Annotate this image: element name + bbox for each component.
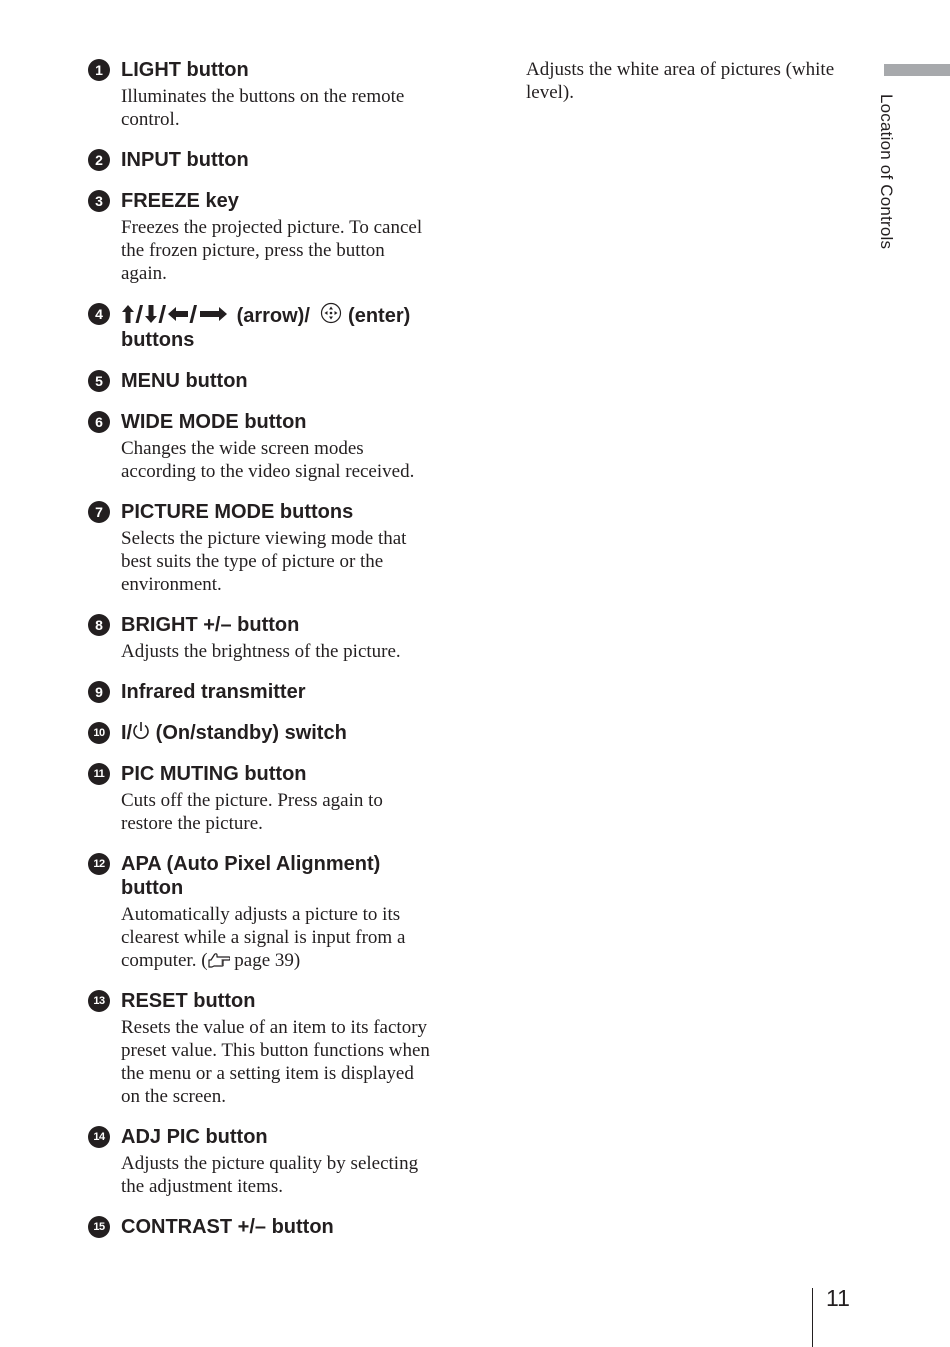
item-heading	[88, 613, 453, 637]
desc-line: again.	[121, 263, 167, 284]
item-number-badge: 13	[88, 990, 110, 1012]
item-menu	[88, 369, 453, 393]
desc-line: Automatically adjusts a picture to its	[121, 904, 401, 925]
item-title-line2: buttons	[121, 329, 195, 351]
item-number-badge: 4	[88, 303, 110, 325]
item-title: PIC MUTING button	[121, 763, 307, 785]
item-title: INPUT button	[121, 149, 249, 171]
item-title: LIGHT button	[121, 59, 249, 81]
item-description	[88, 903, 453, 972]
item-heading	[88, 369, 453, 393]
item-title-prefix: I/	[121, 722, 133, 744]
item-adj-pic	[88, 1125, 453, 1198]
item-title-enter: (enter)	[348, 305, 411, 327]
section-tab-bar	[884, 64, 950, 76]
desc-line: preset value. This button functions when	[121, 1040, 430, 1061]
standby-power-icon	[132, 721, 150, 741]
item-heading	[88, 989, 453, 1013]
item-number-badge: 6	[88, 411, 110, 433]
item-description	[88, 1152, 453, 1198]
desc-text: computer. (	[121, 950, 208, 971]
desc-line	[121, 949, 453, 972]
item-heading	[88, 721, 453, 745]
item-freeze	[88, 189, 453, 285]
item-title: FREEZE key	[121, 190, 239, 212]
item-heading	[88, 1125, 453, 1149]
desc-line: the frozen picture, press the button	[121, 240, 385, 261]
item-description	[88, 789, 453, 835]
item-bright	[88, 613, 453, 663]
up-down-left-right-arrows-icon	[121, 304, 231, 324]
item-number-badge: 15	[88, 1216, 110, 1238]
item-title: (arrow)/	[236, 305, 310, 327]
item-heading	[88, 500, 453, 524]
desc-line: according to the video signal received.	[121, 461, 415, 482]
page-number: 11	[826, 1285, 850, 1311]
item-number-badge: 1	[88, 59, 110, 81]
item-title: WIDE MODE button	[121, 411, 307, 433]
item-number-badge: 5	[88, 370, 110, 392]
item-heading	[88, 148, 453, 172]
item-contrast	[88, 1215, 453, 1239]
item-title-line2: button	[121, 877, 184, 899]
item-description	[88, 216, 453, 285]
item-heading	[88, 410, 453, 434]
item-heading	[88, 852, 453, 900]
item-description	[88, 1016, 453, 1108]
desc-line: Selects the picture viewing mode that	[121, 528, 407, 549]
item-title: Infrared transmitter	[121, 681, 306, 703]
desc-line: Freezes the projected picture. To cancel	[121, 217, 423, 238]
item-number-badge: 9	[88, 681, 110, 703]
item-infrared	[88, 680, 453, 704]
item-heading	[88, 189, 453, 213]
item-picture-mode	[88, 500, 453, 596]
item-title: APA (Auto Pixel Alignment)	[121, 853, 381, 875]
item-wide-mode	[88, 410, 453, 483]
item-title: (On/standby) switch	[150, 722, 347, 744]
item-heading	[88, 302, 453, 352]
desc-line: Adjusts the brightness of the picture.	[121, 641, 401, 662]
item-description	[88, 527, 453, 596]
desc-line: Adjusts the picture quality by selecting	[121, 1153, 419, 1174]
item-title: RESET button	[121, 990, 256, 1012]
right-column	[526, 58, 866, 104]
desc-line: Resets the value of an item to its factory	[121, 1017, 428, 1038]
item-heading	[88, 680, 453, 704]
item-apa	[88, 852, 453, 972]
desc-line: Changes the wide screen modes	[121, 438, 364, 459]
item-arrow-enter	[88, 302, 453, 352]
desc-line: restore the picture.	[121, 813, 263, 834]
item-title: BRIGHT +/– button	[121, 614, 300, 636]
item-number-badge: 3	[88, 190, 110, 212]
left-column	[88, 58, 453, 1256]
desc-line: Adjusts the white area of pictures (white	[526, 59, 835, 80]
section-tab-label: Location of Controls	[877, 94, 896, 250]
desc-line: the menu or a setting item is displayed	[121, 1063, 414, 1084]
desc-line: Cuts off the picture. Press again to	[121, 790, 383, 811]
desc-line: the adjustment items.	[121, 1176, 284, 1197]
desc-line: clearest while a signal is input from a	[121, 927, 406, 948]
contrast-description	[526, 58, 866, 104]
item-heading	[88, 762, 453, 786]
item-title: PICTURE MODE buttons	[121, 501, 354, 523]
item-title: ADJ PIC button	[121, 1126, 268, 1148]
item-description	[88, 85, 453, 131]
item-heading	[88, 1215, 453, 1239]
item-number-badge: 14	[88, 1126, 110, 1148]
item-number-badge: 7	[88, 501, 110, 523]
item-input	[88, 148, 453, 172]
enter-icon	[320, 302, 342, 324]
item-number-badge: 11	[88, 763, 110, 785]
item-reset	[88, 989, 453, 1108]
item-light	[88, 58, 453, 131]
desc-line: control.	[121, 109, 180, 130]
desc-line: level).	[526, 82, 575, 103]
desc-line: best suits the type of picture or the	[121, 551, 384, 572]
item-number-badge: 12	[88, 853, 110, 875]
desc-line: on the screen.	[121, 1086, 226, 1107]
item-number-badge: 2	[88, 149, 110, 171]
page-number-rule	[812, 1288, 813, 1347]
item-description	[88, 437, 453, 483]
item-title: CONTRAST +/– button	[121, 1216, 334, 1238]
item-number-badge: 8	[88, 614, 110, 636]
desc-line: environment.	[121, 574, 222, 595]
desc-line: Illuminates the buttons on the remote	[121, 86, 405, 107]
item-power-switch	[88, 721, 453, 745]
item-number-badge: 10	[88, 722, 110, 744]
page-reference[interactable]: page 39)	[229, 950, 301, 971]
item-heading	[88, 58, 453, 82]
pointing-hand-icon[interactable]	[208, 952, 230, 968]
item-description	[88, 640, 453, 663]
item-title: MENU button	[121, 370, 248, 392]
item-pic-muting	[88, 762, 453, 835]
